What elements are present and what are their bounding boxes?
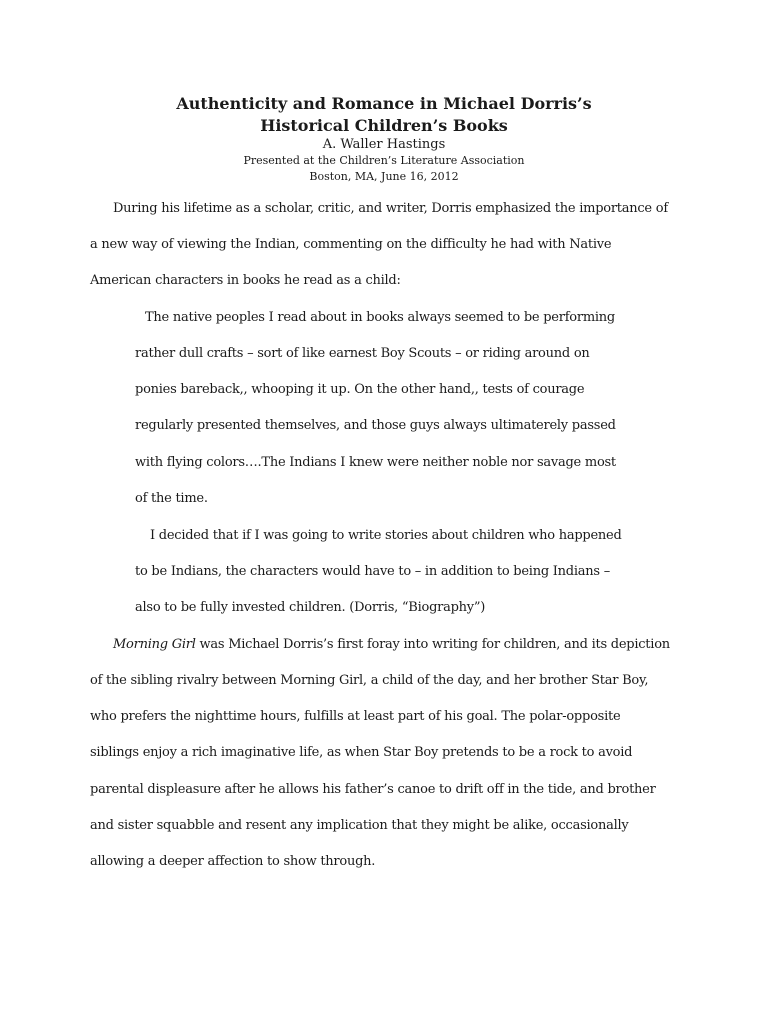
presentation-place-date: Boston, MA, June 16, 2012 <box>309 170 459 183</box>
block-quote-line: with flying colors….The Indians I knew were neither noble nor savage most <box>135 455 616 470</box>
title-line-1: Authenticity and Romance in Michael Dorris’s <box>176 94 592 113</box>
paragraph-2-line: and sister squabble and resent any implication that they might be alike, occasionally <box>90 818 629 833</box>
block-quote-line: of the time. <box>135 491 208 506</box>
paragraph-2-line: who prefers the nighttime hours, fulfills at least part of his goal. The polar-opposite <box>90 709 621 724</box>
block-quote-line: also to be fully invested children. (Dorris, “Biography”) <box>135 600 486 615</box>
paragraph-2-line: siblings enjoy a rich imaginative life, as when Star Boy pretends to be a rock to avoid <box>90 745 633 760</box>
presentation-venue: Presented at the Children’s Literature Association <box>243 154 525 167</box>
block-quote-line: I decided that if I was going to write stories about children who happened <box>150 528 622 543</box>
author-name: A. Waller Hastings <box>322 137 446 152</box>
title-line-2: Historical Children’s Books <box>260 116 508 135</box>
paragraph-2-line: allowing a deeper affection to show through. <box>90 854 376 869</box>
paragraph-2-first-line-text: was Michael Dorris’s first foray into writing for children, and its depiction <box>195 637 670 652</box>
block-quote-line: The native peoples I read about in books always seemed to be performing <box>145 310 615 325</box>
block-quote-line: rather dull crafts – sort of like earnest Boy Scouts – or riding around on <box>135 346 590 361</box>
paragraph-1-line: During his lifetime as a scholar, critic, and writer, Dorris emphasized the importance of <box>113 201 668 216</box>
block-quote-line: ponies bareback,, whooping it up. On the other hand,, tests of courage <box>135 382 585 397</box>
paragraph-1-line: a new way of viewing the Indian, commenting on the difficulty he had with Native <box>90 237 612 252</box>
block-quote-line: regularly presented themselves, and those guys always ultimaterely passed <box>135 418 616 433</box>
book-title-italic: Morning Girl <box>113 637 196 652</box>
paragraph-2-line: parental displeasure after he allows his father’s canoe to drift off in the tide, and brother <box>90 782 656 797</box>
paragraph-1-line: American characters in books he read as a child: <box>90 273 401 288</box>
block-quote-line: to be Indians, the characters would have to – in addition to being Indians – <box>135 564 610 579</box>
paragraph-2-line: of the sibling rivalry between Morning Girl, a child of the day, and her brother Star Boy, <box>90 673 649 688</box>
paragraph-2-line <box>113 636 670 654</box>
